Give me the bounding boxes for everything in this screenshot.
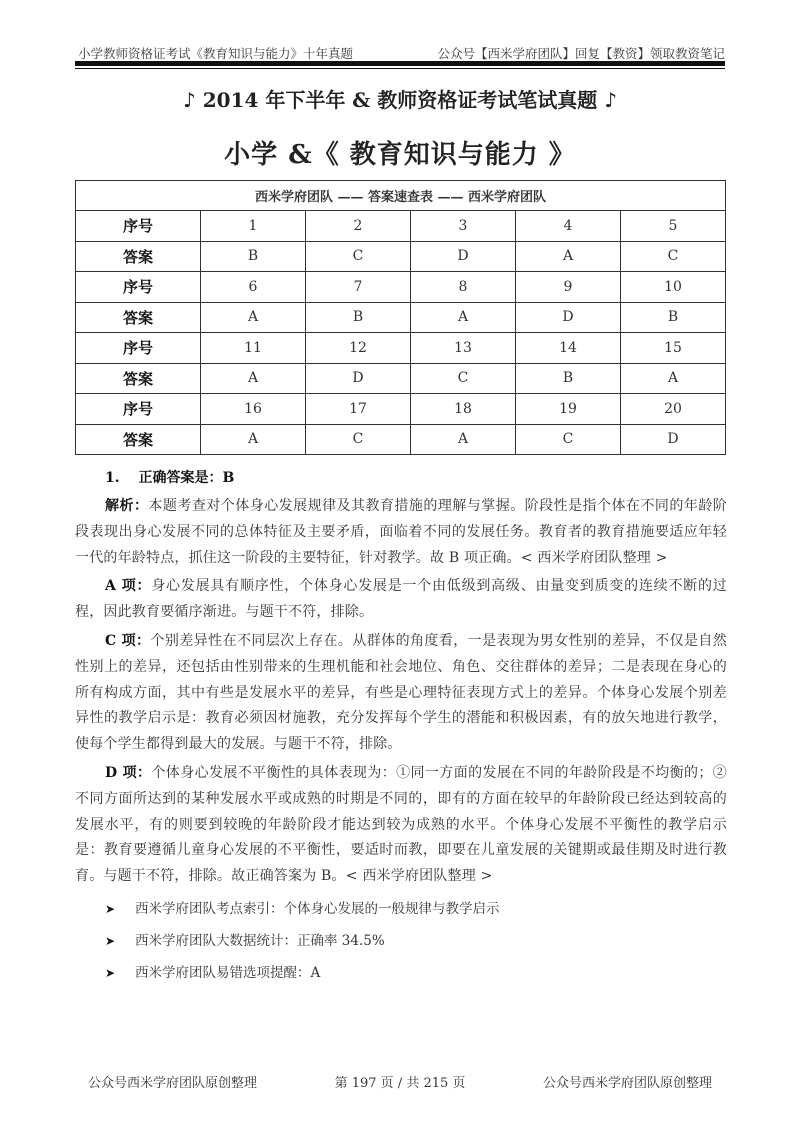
answer-cell: C [621, 241, 726, 272]
answer-cell: A [516, 241, 621, 272]
question-number-cell: 10 [621, 272, 726, 303]
para-label: D 项： [105, 764, 152, 781]
answer-cell: C [306, 424, 411, 455]
question-number-cell: 13 [411, 333, 516, 364]
question-number-cell: 8 [411, 272, 516, 303]
ans-label: 答案 [76, 302, 201, 333]
question-number-cell: 9 [516, 272, 621, 303]
para-text: 个体身心发展不平衡性的具体表现为：①同一方面的发展在不同的年龄阶段是不均衡的；②不同方面所达到的某种发展水平或成熟的时期是不同的，即有的方面在较早的年龄阶段已经达到较高的发展水平，有的则要到较晚的年龄阶段才能达到较为成熟的水平。个体身心发展不平衡性的教学启示是：教育要遵循儿童身心发展的不平衡性，要适时而教，即要在儿童发展的关键期或最佳期及时进行教育。与题干不符，排除。故正确答案为 B。< 西米学府团队整理 > [75, 764, 727, 885]
answer-cell: D [516, 302, 621, 333]
question-explanation [75, 466, 727, 986]
answer-cell: B [306, 302, 411, 333]
question-number-cell: 1 [201, 211, 306, 242]
page-number: 第 197 页 / 共 215 页 [334, 1076, 466, 1091]
num-label: 序号 [76, 333, 201, 364]
question-number-cell: 20 [621, 394, 726, 425]
question-number-cell: 2 [306, 211, 411, 242]
page-title: ♪ 2014 年下半年 & 教师资格证考试笔试真题 ♪ [182, 88, 618, 112]
table-row [76, 241, 726, 272]
answer-cell: A [201, 363, 306, 394]
arrow-bullet-icon: ➤ [105, 965, 116, 980]
bullet-text: 西米学府团队大数据统计：正确率 34.5% [135, 932, 385, 949]
question-number-cell: 6 [201, 272, 306, 303]
answer-cell: A [411, 424, 516, 455]
answer-table [75, 180, 726, 455]
table-row [76, 333, 726, 364]
num-label: 序号 [76, 272, 201, 303]
option-a-paragraph [75, 574, 727, 626]
para-text: 身心发展具有顺序性，个体身心发展是一个由低级到高级、由量变到质变的连续不断的过程，因此教育要循序渐进。与题干不符，排除。 [75, 578, 727, 621]
ans-label: 答案 [76, 363, 201, 394]
table-row [76, 394, 726, 425]
answer-cell: D [306, 363, 411, 394]
bullet-item [105, 961, 727, 986]
para-label: 解析： [105, 498, 149, 514]
answer-cell: A [201, 302, 306, 333]
question-number-cell: 4 [516, 211, 621, 242]
para-text: 本题考查对个体身心发展规律及其教育措施的理解与掌握。阶段性是指个体在不同的年龄阶段表现出身心发展不同的总体特征及主要矛盾，面临着不同的发展任务。教育者的教育措施要适应年轻一代的年龄特点，抓住这一阶段的主要特征，针对教学。故 B 项正确。< 西米学府团队整理 > [75, 498, 727, 566]
num-label: 序号 [76, 394, 201, 425]
analysis-paragraph [75, 494, 727, 571]
answer-cell: B [516, 363, 621, 394]
bullet-text: 西米学府团队易错选项提醒：A [135, 964, 321, 981]
answer-cell: B [201, 241, 306, 272]
question-heading: 1. 正确答案是：B [105, 470, 235, 486]
answer-cell: D [621, 424, 726, 455]
answer-cell: B [621, 302, 726, 333]
footer-right: 公众号西米学府团队原创整理 [542, 1076, 712, 1091]
para-label: C 项： [105, 632, 151, 649]
bullet-item [105, 929, 727, 954]
ans-label: 答案 [76, 424, 201, 455]
header-left: 小学教师资格证考试《教育知识与能力》十年真题 [78, 46, 354, 61]
ans-label: 答案 [76, 241, 201, 272]
table-row [76, 302, 726, 333]
answer-cell: C [306, 241, 411, 272]
table-row [76, 272, 726, 303]
num-label: 序号 [76, 211, 201, 242]
answer-cell: C [516, 424, 621, 455]
table-caption: 西米学府团队 —— 答案速查表 —— 西米学府团队 [76, 181, 726, 211]
answer-cell: A [621, 363, 726, 394]
question-number-cell: 17 [306, 394, 411, 425]
footer-left: 公众号西米学府团队原创整理 [88, 1076, 258, 1091]
table-row [76, 363, 726, 394]
header-divider [75, 61, 725, 66]
page-subtitle: 小学 &《 教育知识与能力 》 [224, 140, 576, 170]
question-number-cell: 18 [411, 394, 516, 425]
bullet-text: 西米学府团队考点索引：个体身心发展的一般规律与教学启示 [135, 900, 500, 917]
option-c-paragraph [75, 629, 727, 758]
bullet-item [105, 897, 727, 922]
question-number-cell: 19 [516, 394, 621, 425]
header-divider-thin [75, 68, 725, 69]
question-number-cell: 16 [201, 394, 306, 425]
question-number-cell: 7 [306, 272, 411, 303]
answer-cell: D [411, 241, 516, 272]
question-number-cell: 11 [201, 333, 306, 364]
para-label: A 项： [105, 578, 152, 595]
option-d-paragraph [75, 761, 727, 890]
question-number-cell: 5 [621, 211, 726, 242]
arrow-bullet-icon: ➤ [105, 901, 116, 916]
answer-cell: C [411, 363, 516, 394]
para-text: 个别差异性在不同层次上存在。从群体的角度看，一是表现为男女性别的差异，不仅是自然性别上的差异，还包括由性别带来的生理机能和社会地位、角色、交往群体的差异；二是表现在身心的所有构成方面，其中有些是发展水平的差异，有些是心理特征表现方式上的差异。个体身心发展个别差异性的教学启示是：教育必须因材施教，充分发挥每个学生的潜能和积极因素，有的放矢地进行教学，使每个学生都得到最大的发展。与题干不符，排除。 [75, 632, 727, 753]
header-right: 公众号【西米学府团队】回复【教资】领取教资笔记 [437, 46, 725, 61]
answer-cell: A [201, 424, 306, 455]
table-row [76, 424, 726, 455]
question-number-cell: 15 [621, 333, 726, 364]
question-number-cell: 12 [306, 333, 411, 364]
question-number-cell: 3 [411, 211, 516, 242]
question-number-cell: 14 [516, 333, 621, 364]
answer-cell: A [411, 302, 516, 333]
arrow-bullet-icon: ➤ [105, 933, 116, 948]
table-row [76, 211, 726, 242]
